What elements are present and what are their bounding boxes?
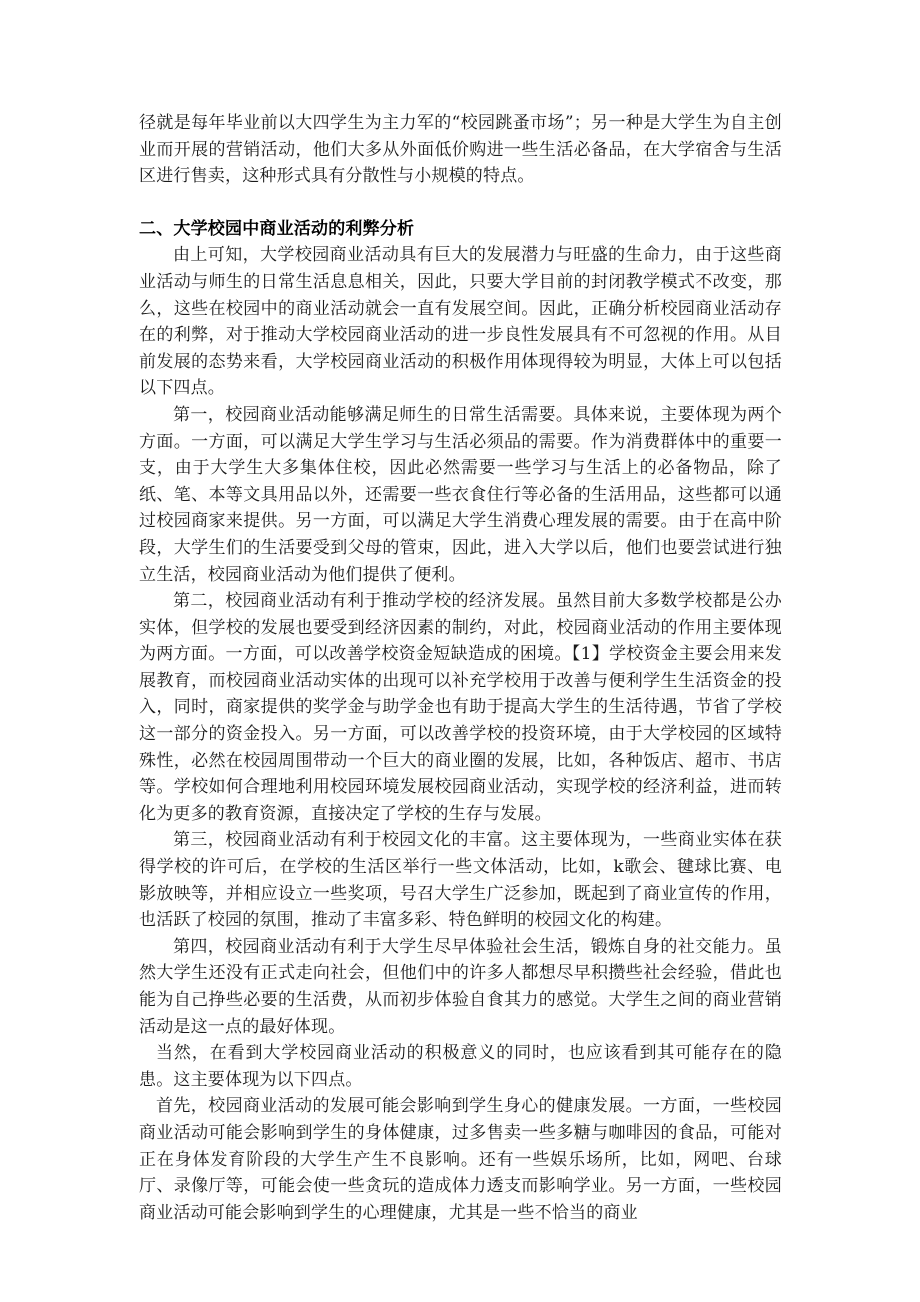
overview-paragraph: 由上可知，大学校园商业活动具有巨大的发展潜力与旺盛的生命力，由于这些商业活动与师生的日常生活息息相关，因此，只要大学目前的封闭教学模式不改变，那么，这些在校园中的商业活动就会一直有发展空间。因此，正确分析校园商业活动存在的利弊，对于推动大学校园商业活动的进一步良性发展具有不可忽视的作用。从目前发展的态势来看，大学校园商业活动的积极作用体现得较为明显，大体上可以包括以下四点。 (139, 245, 782, 399)
third-point-paragraph: 第三，校园商业活动有利于校园文化的丰富。这主要体现为，一些商业实体在获得学校的许可后，在学校的生活区举行一些文体活动，比如，k歌会、毽球比赛、电影放映等，并相应设立一些奖项，号召大学生广泛参加，既起到了商业宣传的作用，也活跃了校园的氛围，推动了丰富多彩、特色鲜明的校园文化的构建。 (139, 830, 782, 931)
section-heading: 二、大学校园中商业活动的利弊分析 (139, 218, 415, 239)
firstly-paragraph: 首先，校园商业活动的发展可能会影响到学生身心的健康发展。一方面，一些校园商业活动可能会影响到学生的身体健康，过多售卖一些多糖与咖啡因的食品，可能对正在身体发育阶段的大学生产生不良影响。还有一些娱乐场所，比如，网吧、台球厅、录像厅等，可能会使一些贪玩的造成体力透支而影响学业。另一方面，一些校园商业活动可能会影响到学生的心理健康，尤其是一些不恰当的商业 (139, 1096, 782, 1223)
drawbacks-intro-paragraph: 当然，在看到大学校园商业活动的积极意义的同时，也应该看到其可能存在的隐患。这主要体现为以下四点。 (139, 1043, 782, 1090)
document-body (139, 110, 782, 1226)
second-point-paragraph: 第二，校园商业活动有利于推动学校的经济发展。虽然目前大多数学校都是公办实体，但学校的发展也要受到经济因素的制约，对此，校园商业活动的作用主要体现为两方面。一方面，可以改善学校资金短缺造成的困境。【1】学校资金主要会用来发展教育，而校园商业活动实体的出现可以补充学校用于改善与便利学生生活资金的投入，同时，商家提供的奖学金与助学金也有助于提高大学生的生活待遇，节省了学校这一部分的资金投入。另一方面，可以改善学校的投资环境，由于大学校园的区域特殊性，必然在校园周围带动一个巨大的商业圈的发展，比如，各种饭店、超市、书店等。学校如何合理地利用校园环境发展校园商业活动，实现学校的经济利益，进而转化为更多的教育资源，直接决定了学校的生存与发展。 (139, 591, 782, 824)
fourth-point-paragraph: 第四，校园商业活动有利于大学生尽早体验社会生活，锻炼自身的社交能力。虽然大学生还没有正式走向社会，但他们中的许多人都想尽早积攒些社会经验，借此也能为自己挣些必要的生活费，从而初步体验自食其力的感觉。大学生之间的商业营销活动是这一点的最好体现。 (139, 936, 782, 1037)
first-point-paragraph: 第一，校园商业活动能够满足师生的日常生活需要。具体来说，主要体现为两个方面。一方面，可以满足大学生学习与生活必须品的需要。作为消费群体中的重要一支，由于大学生大多集体住校，因此必然需要一些学习与生活上的必备物品，除了纸、笔、本等文具用品以外，还需要一些衣食住行等必备的生活用品，这些都可以通过校园商家来提供。另一方面，可以满足大学生消费心理发展的需要。由于在高中阶段，大学生们的生活要受到父母的管束，因此，进入大学以后，他们也要尝试进行独立生活，校园商业活动为他们提供了便利。 (139, 404, 782, 585)
intro-tail-paragraph: 径就是每年毕业前以大四学生为主力军的“校园跳蚤市场”；另一种是大学生为自主创业而开展的营销活动，他们大多从外面低价购进一些生活必备品，在大学宿舍与生活区进行售卖，这种形式具有分散性与小规模的特点。 (139, 113, 782, 187)
